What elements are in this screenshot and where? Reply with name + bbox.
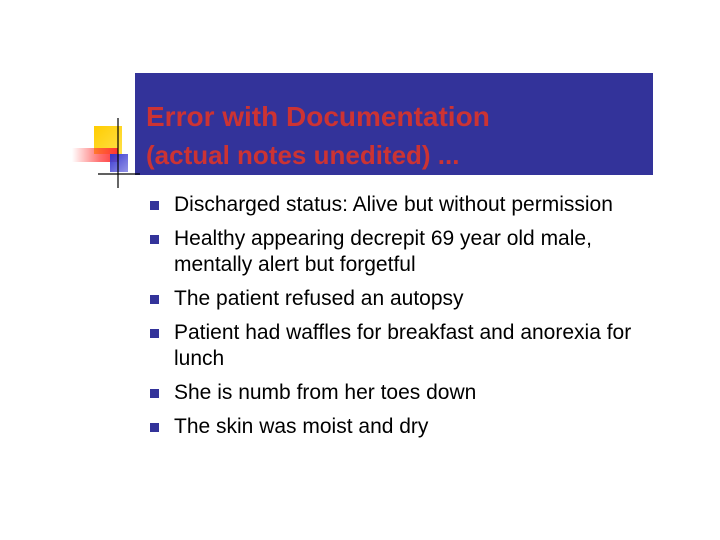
bullet-item: [146, 414, 666, 440]
square-bullet-icon: [150, 329, 159, 338]
bullet-item: [146, 320, 666, 372]
square-bullet-icon: [150, 295, 159, 304]
bullet-item: [146, 286, 666, 312]
bullet-text: The skin was moist and dry: [174, 415, 429, 438]
square-bullet-icon: [150, 235, 159, 244]
page-subtitle: (actual notes unedited) ...: [146, 140, 460, 170]
bullet-text: Discharged status: Alive but without permission: [174, 193, 613, 216]
bullet-text: Patient had waffles for breakfast and anorexia for lunch: [174, 321, 632, 370]
bullet-text: Healthy appearing decrepit 69 year old male, mentally alert but forgetful: [174, 227, 592, 276]
page-title: Error with Documentation: [146, 101, 490, 132]
bullet-item: [146, 192, 666, 218]
bullet-item: [146, 380, 666, 406]
square-bullet-icon: [150, 201, 159, 210]
bullet-list: [146, 192, 666, 448]
bullet-text: She is numb from her toes down: [174, 381, 477, 404]
decorative-logo-icon: [72, 118, 152, 198]
logo-blue-square: [110, 154, 128, 172]
bullet-item: [146, 226, 666, 278]
square-bullet-icon: [150, 389, 159, 398]
square-bullet-icon: [150, 423, 159, 432]
bullet-text: The patient refused an autopsy: [174, 287, 464, 310]
